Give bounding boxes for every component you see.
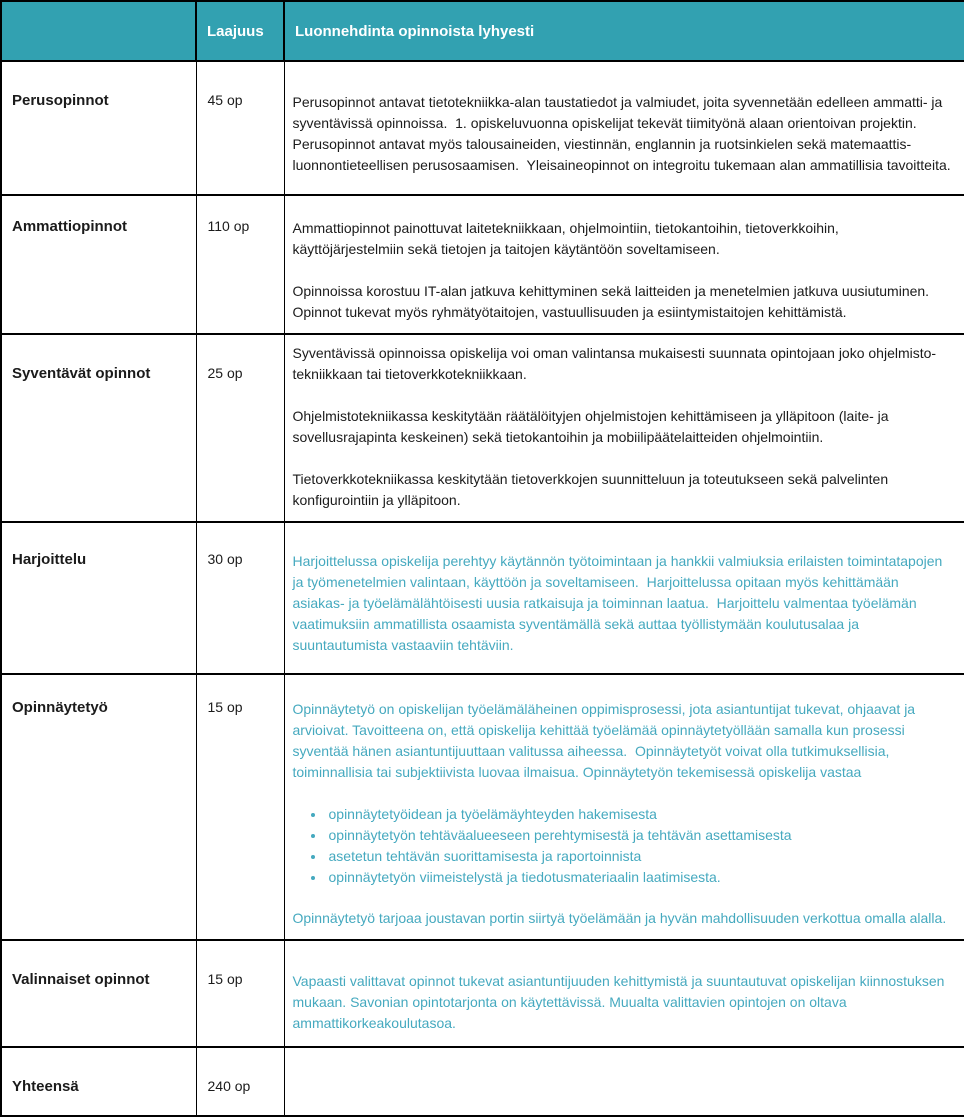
description-paragraph: Opinnäytetyö tarjoaa joustavan portin siirtyä työelämään ja hyvän mahdollisuuden verkottua omalla alalla. [292,910,947,926]
row-description [284,1047,964,1116]
header-cell-module [1,1,196,61]
row-description [284,195,964,334]
header-cell-laajuus: Laajuus [196,1,284,61]
header-row [1,1,964,61]
description-paragraph: Ohjelmistotekniikassa keskitytään räätälöityjen ohjelmistojen kehittämiseen ja ylläpitoon (laite- ja sovellusrajapinta keskeinen) sekä tietokantoihin ja mobiilipäätelaitteiden ohjelmointiin. [292,408,893,445]
row-credits: 110 op [196,195,284,334]
row-label: Ammattiopinnot [1,195,196,334]
description-paragraph: Ammattiopinnot painottuvat laitetekniikkaan, ohjelmointiin, tietokantoihin, tietoverkkoihin, käyttöjärjestelmiin sekä tietojen ja taitojen käytäntöön soveltamiseen. [292,220,843,257]
table-row [1,61,964,195]
bullet-item: • opinnäytetyöidean ja työelämäyhteyden hakemisesta [326,804,953,825]
description-paragraph: Perusopinnot antavat tietotekniikka-alan taustatiedot ja valmiudet, joita syvennetään edelleen ammatti- ja syventävissä opinnoissa. 1. opiskeluvuonna opiskelijat tekevät tiimityönä alaan orientoivan projektin. Perusopinnot antavat myös talousaineiden, viestinnän, englannin ja ruotsinkielen sekä matemaattis-luonnontieteellisen perusosaamisen. Yleisaineopinnot on integroitu tukemaan alan ammatillisia tavoitteita. [292,94,951,173]
description-paragraph: Opinnoissa korostuu IT-alan jatkuva kehittyminen sekä laitteiden ja menetelmien jatkuva uusiutuminen. Opinnot tukevat myös ryhmätyötaitojen, vastuullisuuden ja esiintymistaitojen kehittämistä. [292,283,933,320]
bullet-item: • asetetun tehtävän suorittamisesta ja raportoinnista [326,846,953,867]
row-label: Opinnäytetyö [1,674,196,940]
row-credits: 30 op [196,522,284,674]
description-paragraph: Harjoittelussa opiskelija perehtyy käytännön työtoimintaan ja hankkii valmiuksia erilaisten toimintatapojen ja työmenetelmien valintaan, käyttöön ja soveltamiseen. Harjoittelussa opitaan myös kehittämään asiakas- ja työelämälähtöisesti uusia ratkaisuja ja toiminnan laatua. Harjoittelu valmentaa työelämän vaatimuksiin ammatillista osaamista syventämällä sekä auttaa työllistymään koulutusalaa ja suuntautumista vastaaviin tehtäviin. [292,553,947,653]
row-description [284,522,964,674]
header-cell-luonnehdinta: Luonnehdinta opinnoista lyhyesti [284,1,964,61]
description-paragraph: Opinnäytetyö on opiskelijan työelämäläheinen oppimisprosessi, jota asiantuntijat tukevat, ohjaavat ja arvioivat. Tavoitteena on, että opiskelija kehittää työelämää opinnäytetyöllään samalla kun prosessi syventää hänen asiantuntijuuttaan valitussa aiheessa. Opinnäytetyöt voivat olla tutkimuksellisia, toiminnallisia tai subjektiivista luovaa ilmaisua. Opinnäytetyön tekemisessä opiskelija vastaa [292,701,919,780]
row-label: Harjoittelu [1,522,196,674]
row-credits: 15 op [196,674,284,940]
table-row [1,195,964,334]
row-credits: 25 op [196,334,284,522]
table-row [1,1047,964,1116]
row-credits: 15 op [196,940,284,1047]
table-row [1,674,964,940]
description-paragraph: Tietoverkkotekniikassa keskitytään tietoverkkojen suunnitteluun ja toteutukseen sekä palvelinten konfigurointiin ja ylläpitoon. [292,471,892,508]
table-row [1,522,964,674]
row-credits: 45 op [196,61,284,195]
description-paragraph: Syventävissä opinnoissa opiskelija voi oman valintansa mukaisesti suunnata opintojaan joko ohjelmisto-tekniikkaan tai tietoverkkotekniikkaan. [292,345,937,382]
row-description [284,61,964,195]
description-paragraph: Vapaasti valittavat opinnot tukevat asiantuntijuuden kehittymistä ja suuntautuvat opiskelijan kiinnostuksen mukaan. Savonian opintotarjonta on käytettävissä. Muualta valittavien opintojen on oltava ammattikorkeakoulutasoa. [292,973,949,1031]
table-row [1,940,964,1047]
row-description [284,674,964,940]
row-label: Perusopinnot [1,61,196,195]
bullet-list [293,804,953,888]
row-credits: 240 op [196,1047,284,1116]
row-description [284,334,964,522]
row-label: Syventävät opinnot [1,334,196,522]
row-description [284,940,964,1047]
table-row [1,334,964,522]
row-label: Yhteensä [1,1047,196,1116]
bullet-item: • opinnäytetyön tehtäväalueeseen perehtymisestä ja tehtävän asettamisesta [326,825,953,846]
bullet-item: • opinnäytetyön viimeistelystä ja tiedotusmateriaalin laatimisesta. [326,867,953,888]
row-label: Valinnaiset opinnot [1,940,196,1047]
